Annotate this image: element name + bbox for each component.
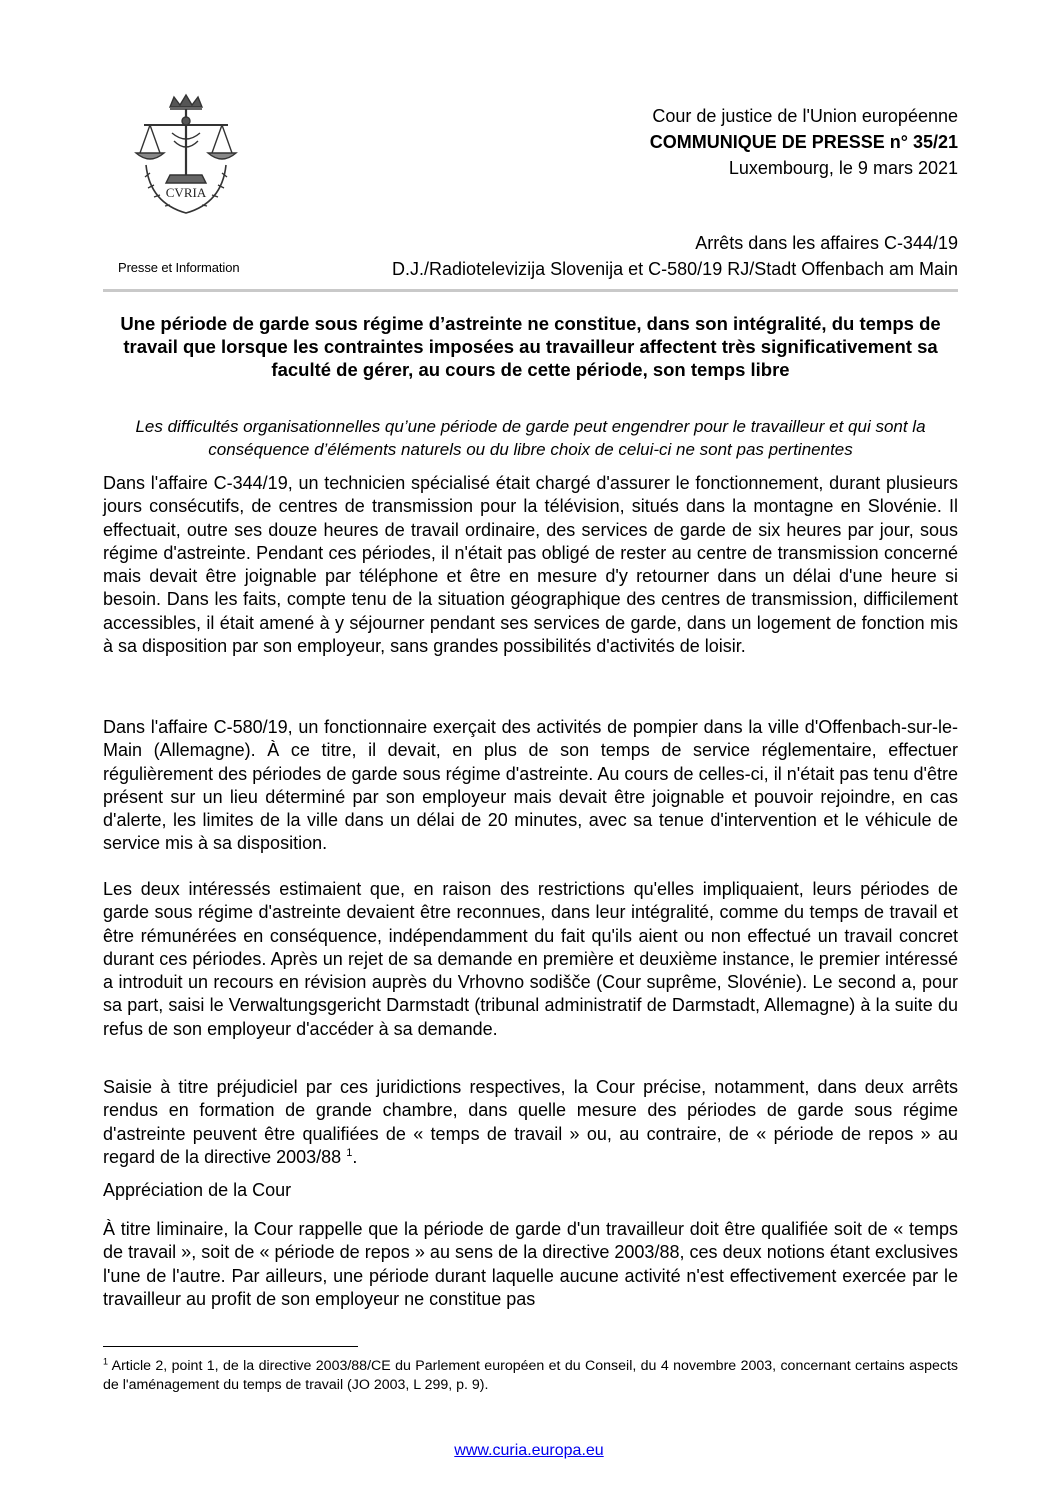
- logo-text: CVRIA: [165, 185, 207, 200]
- body-paragraph-4: [103, 1076, 958, 1169]
- headline: Une période de garde sous régime d’astreinte ne constitue, dans son intégralité, du temps de travail que lorsque les contraintes imposées au travailleur affectent très significativement sa faculté de gérer, au cours de cette période, son temps libre: [120, 313, 941, 380]
- footnote-mark: 1: [103, 1356, 109, 1367]
- curia-scales-emblem-icon: [130, 93, 242, 223]
- header-divider: [103, 289, 958, 292]
- press-release-number: COMMUNIQUE DE PRESSE n° 35/21: [649, 132, 958, 152]
- body-paragraph-2: Dans l'affaire C-580/19, un fonctionnaire exerçait des activités de pompier dans la ville d'Offenbach-sur-le-Main (Allemagne). À ce titre, il devait, en plus de son temps de service réglementaire, effectuer régulièrement des périodes de garde sous régime d'astreinte. Au cours de celles-ci, il n'était pas tenu d'être présent sur un lieu déterminé par son employeur mais devait être joignable et pouvoir rejoindre, en cas d'alerte, les limites de la ville dans un délai de 20 minutes, avec sa tenue d'intervention et le véhicule de service mis à sa disposition.: [103, 717, 958, 854]
- subheadline: Les difficultés organisationnelles qu’une période de garde peut engendrer pour le travailleur et qui sont la conséquence d’éléments naturels ou du libre choix de celui-ci ne sont pas pertinentes: [135, 417, 926, 459]
- footnote-text: Article 2, point 1, de la directive 2003/88/CE du Parlement européen et du Conseil, du 4 novembre 2003, concernant certains aspects de l'aménagement du temps de travail (JO 2003, L 299, p. 9).: [103, 1358, 958, 1393]
- curia-website-link[interactable]: www.curia.europa.eu: [454, 1442, 604, 1459]
- footer: [0, 1442, 1058, 1460]
- header-block: [650, 103, 958, 181]
- section-heading: Appréciation de la Cour: [103, 1180, 292, 1200]
- court-name: Cour de justice de l'Union européenne: [652, 106, 958, 126]
- case-reference: [392, 230, 958, 282]
- body-paragraph-3: Les deux intéressés estimaient que, en raison des restrictions qu'elles impliquaient, leurs périodes de garde sous régime d'astreinte devaient être reconnues, dans leur intégralité, comme du temps de travail et être rémunérées en conséquence, indépendamment du fait qu'ils aient ou non effectué un travail concret durant ces périodes. Après un rejet de sa demande en première et deuxième instance, le premier intéressé a introduit un recours en révision auprès du Vrhovno sodišče (Cour suprême, Slovénie). Le second a, pour sa part, saisi le Verwaltungsgericht Darmstadt (tribunal administratif de Darmstadt, Allemagne) à la suite du refus de son employeur d'accéder à sa demande.: [103, 879, 958, 1039]
- body-paragraph-5: À titre liminaire, la Cour rappelle que la période de garde d'un travailleur doit être qualifiée soit de « temps de travail », soit de « période de repos » au sens de la directive 2003/88, ces deux notions étant exclusives l'une de l'autre. Par ailleurs, une période durant laquelle aucune activité n'est effectivement exercée par le travailleur au profit de son employeur ne constitue pas: [103, 1219, 958, 1309]
- case-ref-line2: D.J./Radiotelevizija Slovenija et C-580/19 RJ/Stadt Offenbach am Main: [392, 259, 958, 279]
- footnote: [103, 1357, 958, 1395]
- press-info-label: Presse et Information: [118, 260, 240, 275]
- body-paragraph-4-end: .: [352, 1146, 358, 1167]
- body-paragraph-4-text: Saisie à titre préjudiciel par ces juridictions respectives, la Cour précise, notamment, dans deux arrêts rendus en formation de grande chambre, dans quelle mesure des périodes de garde sous régime d'astreinte peuvent être qualifiées de « temps de travail » ou, au contraire, de « période de repos » au regard de la directive 2003/88: [103, 1077, 958, 1167]
- footnote-divider: [103, 1346, 358, 1347]
- body-paragraph-1: Dans l'affaire C-344/19, un technicien spécialisé était chargé d'assurer le fonctionnement, durant plusieurs jours consécutifs, de centres de transmission pour la télévision, situés dans la montagne en Slovénie. Il effectuait, outre ses douze heures de travail ordinaire, des services de garde de six heures par jour, sous régime d'astreinte. Pendant ces périodes, il n'était pas obligé de rester au centre de transmission concerné mais devait être joignable par téléphone et être en mesure d'y retourner dans un délai d'une heure si besoin. Dans les faits, compte tenu de la situation géographique des centres de transmission, difficilement accessibles, il était amené à y séjourner pendant ses services de garde, dans un logement de fonction mis à sa disposition par son employeur, sans grandes possibilités d'activités de loisir.: [103, 473, 958, 657]
- place-date: Luxembourg, le 9 mars 2021: [728, 158, 958, 178]
- footnote-reference[interactable]: 1: [346, 1146, 353, 1159]
- case-ref-line1: Arrêts dans les affaires C-344/19: [695, 233, 958, 253]
